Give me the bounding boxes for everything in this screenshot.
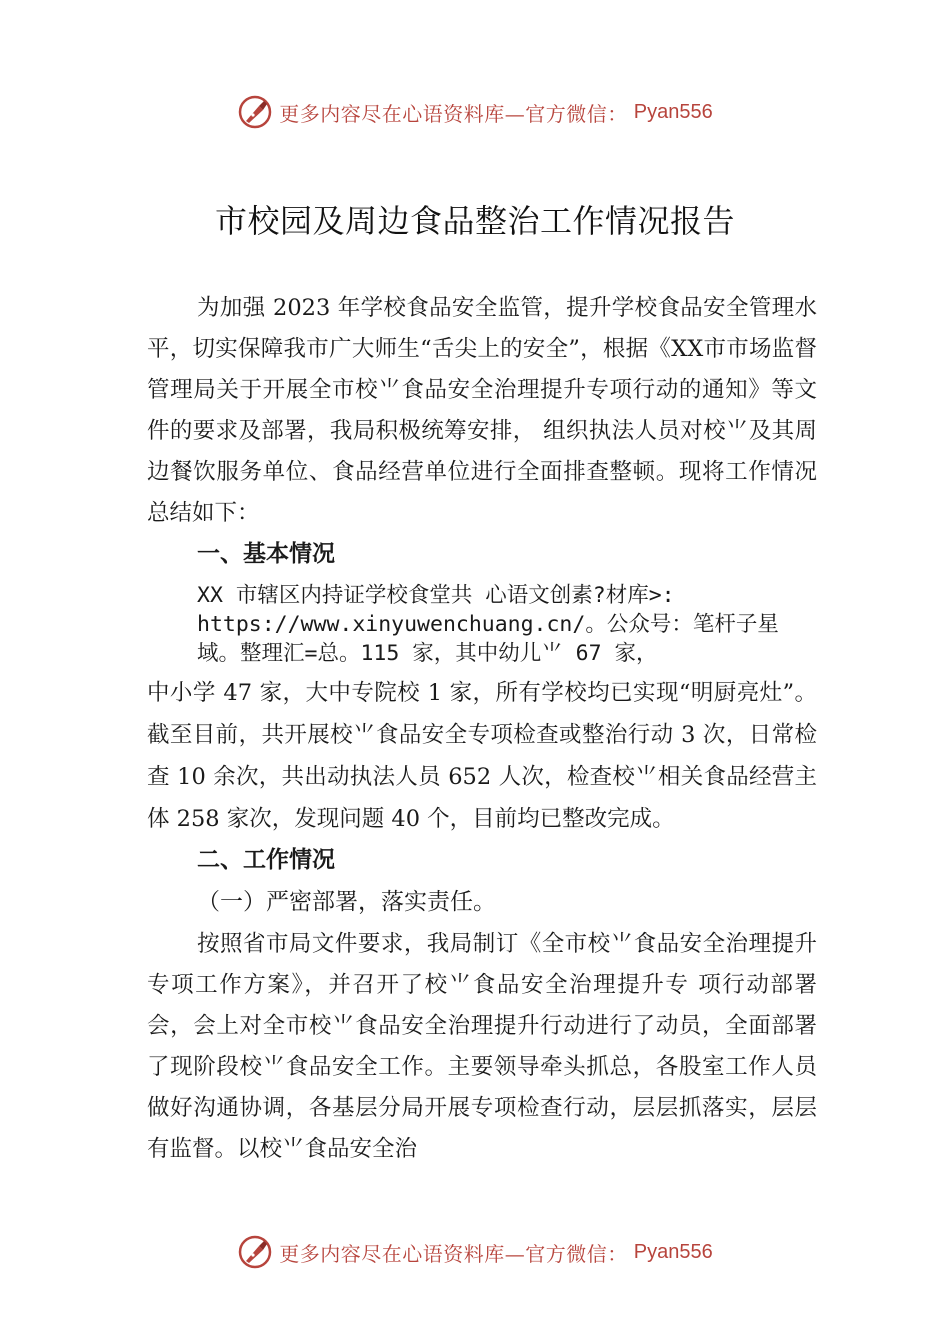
- intro-paragraph: 为加强 2023 年学校食品安全监管，提升学校食品安全管理水平，切实保障我市广大师生“舌尖上的安全”，根据《XX市市场监督管理局关于开展全市校⺌食品安全治理提升专项行动的通知》等文件的要求及部署，我局积极统筹安排， 组织执法人员对校⺌及其周边餐饮服务单位、食品经营单位进行全面排查整顿。现将工作情况总结如下：: [147, 295, 817, 526]
- footer-wechat-id: Pyan556: [633, 1240, 713, 1263]
- pen-nib-logo-icon: [237, 94, 273, 130]
- header-banner: [0, 92, 950, 132]
- basic-info-paragraph: 中小学 47 家，大中专院校 1 家，所有学校均已实现“明厨亮灶”。截至目前，共开展校⺌食品安全专项检查或整治行动 3 次，日常检查 10 余次，共出动执法人员 652 人次，检查校⺌相关食品经营主体 258 家次，发现问题 40 个，目前均已整改完成。: [147, 680, 817, 832]
- footer-banner: [0, 1232, 950, 1272]
- document-body: [147, 288, 817, 1170]
- pen-nib-logo-icon: [237, 1234, 273, 1270]
- section-heading-work: 二、工作情况: [197, 847, 335, 873]
- document-title: 市校园及周边食品整治工作情况报告: [214, 202, 735, 240]
- subsection-heading: （一）严密部署，落实责任。: [197, 889, 496, 915]
- work-paragraph: 按照省市局文件要求，我局制订《全市校⺌食品安全治理提升专项工作方案》，并召开了校⺌食品安全治理提升专 项行动部署会，会上对全市校⺌食品安全治理提升行动进行了动员，全面部署了现阶段校⺌食品安全工作。主要领导牵头抓总，各股室工作人员做好沟通协调，各基层分局开展专项检查行动，层层抓落实，层层有监督。以校⺌食品安全治: [147, 931, 817, 1162]
- section-heading-basic: 一、基本情况: [197, 541, 335, 567]
- footer-banner-text: 更多内容尽在心语资料库—官方微信：: [279, 1241, 628, 1266]
- banner-wechat-id: Pyan556: [633, 100, 713, 123]
- banner-text: 更多内容尽在心语资料库—官方微信：: [279, 101, 628, 126]
- inserted-watermark-text: XX 市辖区内持证学校食堂共 心语文创素?材库>: https://www.xinyuwenchuang.cn/。公众号：笔杆子星域。整理汇=总。115 家，其中幼儿⺌ 67 家，: [197, 583, 779, 666]
